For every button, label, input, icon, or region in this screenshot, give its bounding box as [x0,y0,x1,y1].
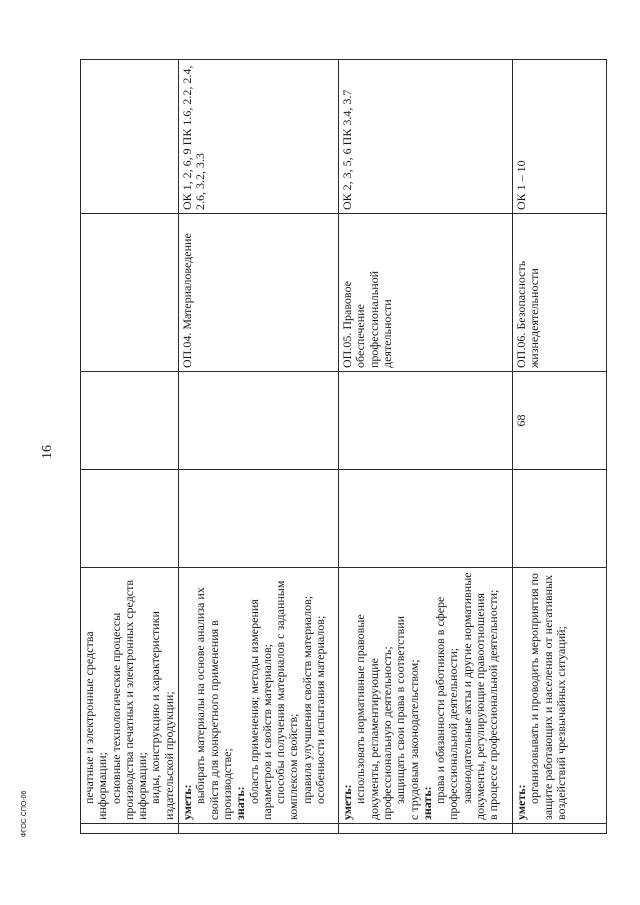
text-line: производстве; [219,748,234,820]
discipline-cell: ОП.04. Материаловедение [179,214,339,372]
hours-cell: 68 [513,372,607,470]
rotated-page [80,60,600,834]
text-line: информации; [135,752,150,820]
blank-cell [513,824,607,834]
text-line: особенности испытания материалов; [313,615,328,804]
text-line: виды, конструкцию и характеристики [148,611,163,804]
blank-cell [339,824,513,834]
curriculum-table [80,59,607,834]
discipline-cell: ОП.05. Правовое обеспечение профессиональной деятельности [339,214,513,372]
table-row [339,60,513,834]
text-line: организовывать и проводить мероприятия по [527,573,542,804]
competencies-cell: ОК 1, 2, 6, 9 ПК 1.6, 2.2, 2.4, 2.6, 3.2, 3.3 [179,60,339,214]
document-footer-label: ФГОС СПО-06 [21,790,28,838]
text-line: использовать нормативные правовые [353,614,368,804]
section-header: уметь: [514,784,529,820]
hours-cell [179,372,339,470]
text-line: воздействий чрезвычайных ситуаций; [553,626,568,820]
blank-cell [179,824,339,834]
text-line: с трудовым законодательством; [406,659,421,820]
knowledge-skills-cell [179,568,339,824]
text-line: производства печатных и электронных средств [121,579,136,820]
text-line: печатные и электронные средства [82,631,96,804]
discipline-cell [81,214,179,372]
text-line: выбирать материалы на основе анализа их [193,587,208,804]
text-line: документы, регламентирующие [366,657,381,820]
text-line: издательской продукции; [161,691,176,820]
text-line: защите работающих и населения от негативных [540,574,555,820]
text-line: профессиональную деятельность; [379,646,394,820]
text-line: защищать свои права в соответствии [393,615,408,804]
hours-cell [513,470,607,568]
text-line: права и обязанности работников в сфере [433,596,448,804]
text-line: способы получения материалов с заданным [273,580,288,804]
knowledge-skills-cell [339,568,513,824]
text-line: профессиональной деятельности; [446,647,461,820]
text-line: информации; [95,752,110,820]
text-line: параметров и свойств материалов; [259,644,274,820]
hours-cell [339,372,513,470]
text-line: комплексом свойств; [286,713,301,820]
competencies-cell: ОК 2, 3, 5, 6 ПК 3.4, 3.7 [339,60,513,214]
text-line: область применения; методы измерения [246,599,261,804]
text-line: в процессе профессиональной деятельности; [486,589,501,820]
knowledge-skills-cell [81,568,179,824]
page-number: 16 [40,445,55,459]
text-line: основные технологические процессы [108,612,123,804]
section-header: уметь: [340,784,355,820]
blank-cell [81,824,179,834]
text-line: законодательные акты и другие нормативные [459,572,474,804]
text-line: свойств для конкретного применения в [206,620,221,820]
table-row [179,60,339,834]
hours-cell [81,470,179,568]
hours-cell [339,470,513,568]
section-header: знать: [419,786,434,820]
knowledge-skills-cell [513,568,607,824]
section-header: знать: [233,786,248,820]
hours-cell [81,372,179,470]
competencies-cell [81,60,179,214]
section-header: уметь: [180,784,195,820]
text-line: документы, регулирующие правоотношения [473,593,488,820]
table-row [81,60,179,834]
competencies-cell: ОК 1 – 10 [513,60,607,214]
hours-cell [179,470,339,568]
text-line: правила улучшения свойств материалов; [299,595,314,804]
table-row [513,60,607,834]
discipline-cell: ОП.06. Безопасность жизнедеятельности [513,214,607,372]
